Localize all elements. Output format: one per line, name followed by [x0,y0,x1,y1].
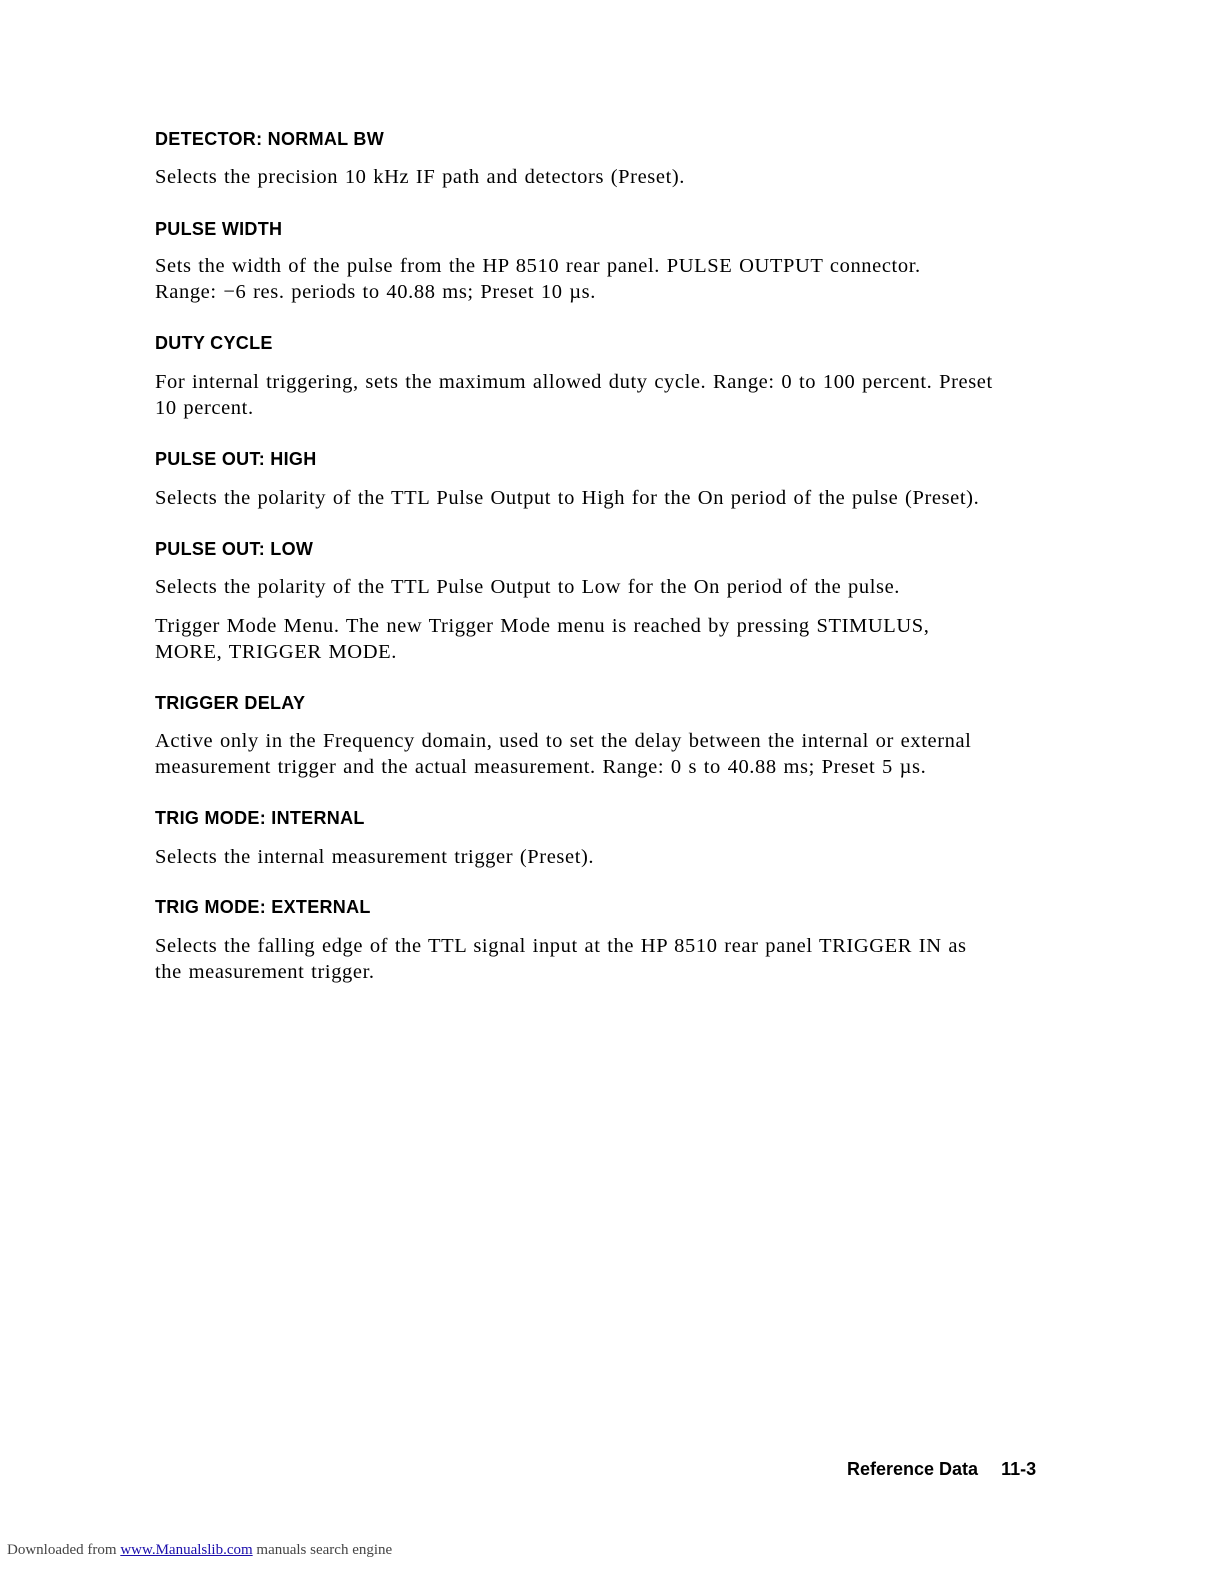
download-prefix: Downloaded from [7,1542,121,1558]
body-line: the measurement trigger. [155,961,375,983]
section-body-trigger-delay [155,728,1065,780]
body-line: Selects the polarity of the TTL Pulse Output to High for the On period of the pulse (Preset). [155,487,980,509]
body-line: Trigger Mode Menu. The new Trigger Mode menu is reached by pressing STIMULUS, [155,615,930,637]
body-line: Selects the falling edge of the TTL signal input at the HP 8510 rear panel TRIGGER IN as [155,935,967,957]
download-source-note [7,1542,392,1559]
page-footer [847,1459,1036,1480]
section-body-trig-mode-external [155,933,1065,985]
manualslib-link[interactable]: www.Manualslib.com [120,1542,253,1558]
section-heading-trig-mode-internal: TRIG MODE: INTERNAL [155,808,365,828]
section-body-duty-cycle [155,369,1065,421]
body-line: Active only in the Frequency domain, used to set the delay between the internal or external [155,730,972,752]
body-line: Selects the polarity of the TTL Pulse Output to Low for the On period of the pulse. [155,576,901,598]
body-line: Selects the internal measurement trigger (Preset). [155,846,595,868]
section-body-pulse-width [155,253,1065,305]
body-line: For internal triggering, sets the maximum allowed duty cycle. Range: 0 to 100 percent. Preset [155,371,993,393]
section-body-pulse-out-low [155,574,1065,600]
body-line: measurement trigger and the actual measurement. Range: 0 s to 40.88 ms; Preset 5 µs. [155,756,927,778]
body-line: Selects the precision 10 kHz IF path and detectors (Preset). [155,166,686,188]
section-heading-detector-normal-bw: DETECTOR: NORMAL BW [155,129,385,149]
section-heading-pulse-width: PULSE WIDTH [155,219,283,239]
section-heading-trigger-delay: TRIGGER DELAY [155,693,306,713]
page-number: 11-3 [1001,1459,1037,1479]
body-line: Sets the width of the pulse from the HP 8510 rear panel. PULSE OUTPUT connector. [155,255,921,277]
footer-section-title: Reference Data [847,1459,979,1479]
trigger-mode-menu-intro [155,613,1065,665]
section-body-trig-mode-internal [155,844,1065,870]
download-suffix: manuals search engine [252,1542,393,1558]
section-heading-duty-cycle: DUTY CYCLE [155,333,273,353]
section-heading-pulse-out-low: PULSE OUT: LOW [155,539,314,559]
section-body-pulse-out-high [155,485,1065,511]
section-body-detector-normal-bw [155,164,1065,190]
section-heading-trig-mode-external: TRIG MODE: EXTERNAL [155,897,371,917]
body-line: 10 percent. [155,397,254,419]
body-line: Range: −6 res. periods to 40.88 ms; Preset 10 µs. [155,281,596,303]
body-line: MORE, TRIGGER MODE. [155,641,397,663]
section-heading-pulse-out-high: PULSE OUT: HIGH [155,449,317,469]
